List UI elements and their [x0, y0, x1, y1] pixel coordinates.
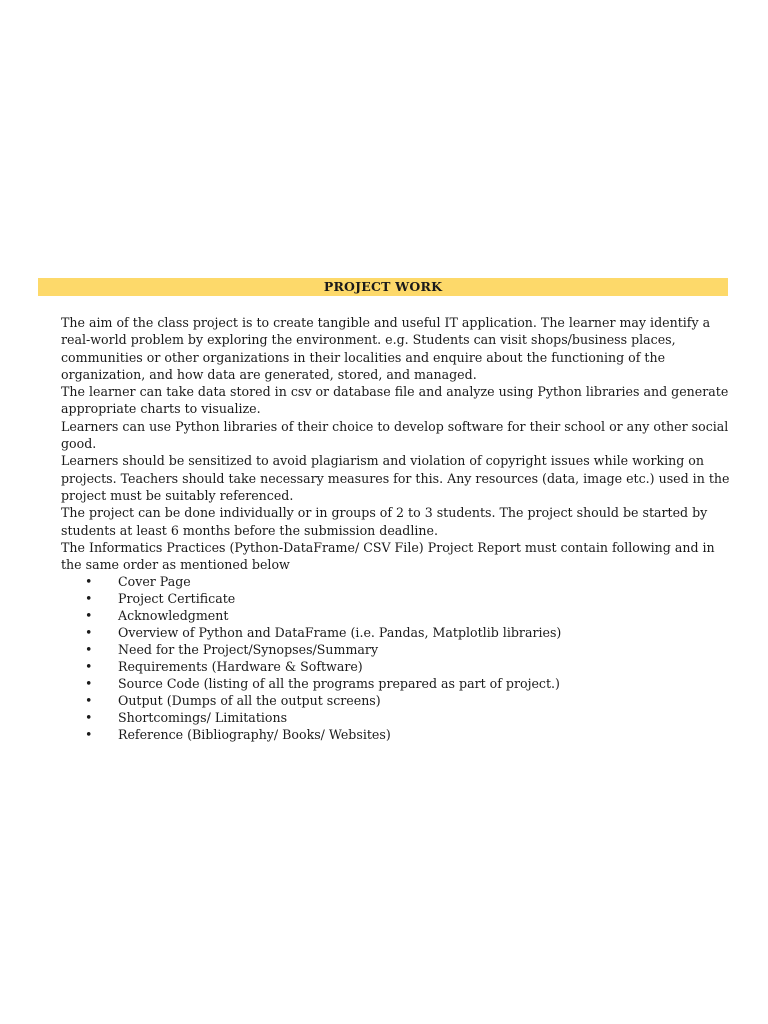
list-item	[61, 709, 731, 726]
report-contents-list	[61, 573, 731, 743]
bullet-icon: •	[85, 608, 93, 624]
bullet-icon: •	[85, 642, 93, 658]
section-body	[61, 314, 731, 743]
list-item	[61, 641, 731, 658]
list-item	[61, 573, 731, 590]
section-title: PROJECT WORK	[38, 278, 728, 296]
paragraph: Learners can use Python libraries of their choice to develop software for their school or any other social good.	[61, 418, 729, 452]
list-item	[61, 658, 731, 675]
list-item-text: Output (Dumps of all the output screens)	[118, 693, 381, 709]
list-item-text: Reference (Bibliography/ Books/ Websites)	[118, 727, 391, 743]
list-item	[61, 607, 731, 624]
list-item-text: Source Code (listing of all the programs prepared as part of project.)	[118, 676, 560, 692]
bullet-icon: •	[85, 591, 93, 607]
list-item-text: Cover Page	[118, 574, 191, 590]
bullet-icon: •	[85, 693, 93, 709]
list-item-text: Overview of Python and DataFrame (i.e. Pandas, Matplotlib libraries)	[118, 625, 562, 641]
paragraph: Learners should be sensitized to avoid plagiarism and violation of copyright issues while working on projects. Teachers should take necessary measures for this. Any resources (data, image etc.) used in the project must be suitably referenced.	[61, 453, 730, 503]
list-item	[61, 692, 731, 709]
bullet-icon: •	[85, 625, 93, 641]
list-item	[61, 675, 731, 692]
bullet-icon: •	[85, 574, 93, 590]
bullet-icon: •	[85, 659, 93, 675]
list-item	[61, 590, 731, 607]
list-item-text: Acknowledgment	[118, 608, 229, 624]
bullet-icon: •	[85, 710, 93, 726]
bullet-icon: •	[85, 727, 93, 743]
bullet-icon: •	[85, 676, 93, 692]
list-item-text: Need for the Project/Synopses/Summary	[118, 642, 379, 658]
list-item-text: Shortcomings/ Limitations	[118, 710, 288, 726]
list-item-text: Requirements (Hardware & Software)	[118, 659, 363, 675]
list-item	[61, 624, 731, 641]
paragraph: The Informatics Practices (Python-DataFrame/ CSV File) Project Report must contain following and in the same order as mentioned below	[61, 539, 715, 573]
list-item	[61, 726, 731, 743]
list-item-text: Project Certificate	[118, 591, 236, 607]
paragraph: The project can be done individually or in groups of 2 to 3 students. The project should be started by students at least 6 months before the submission deadline.	[61, 505, 708, 538]
paragraph: The aim of the class project is to create tangible and useful IT application. The learner may identify a real-world problem by exploring the environment. e.g. Students can visit shops/business places, communities or other organizations in their localities and enquire about the functioning of the organization, and how data are generated, stored, and managed.	[61, 315, 711, 382]
paragraph: The learner can take data stored in csv or database file and analyze using Python libraries and generate appropriate charts to visualize.	[61, 384, 729, 417]
